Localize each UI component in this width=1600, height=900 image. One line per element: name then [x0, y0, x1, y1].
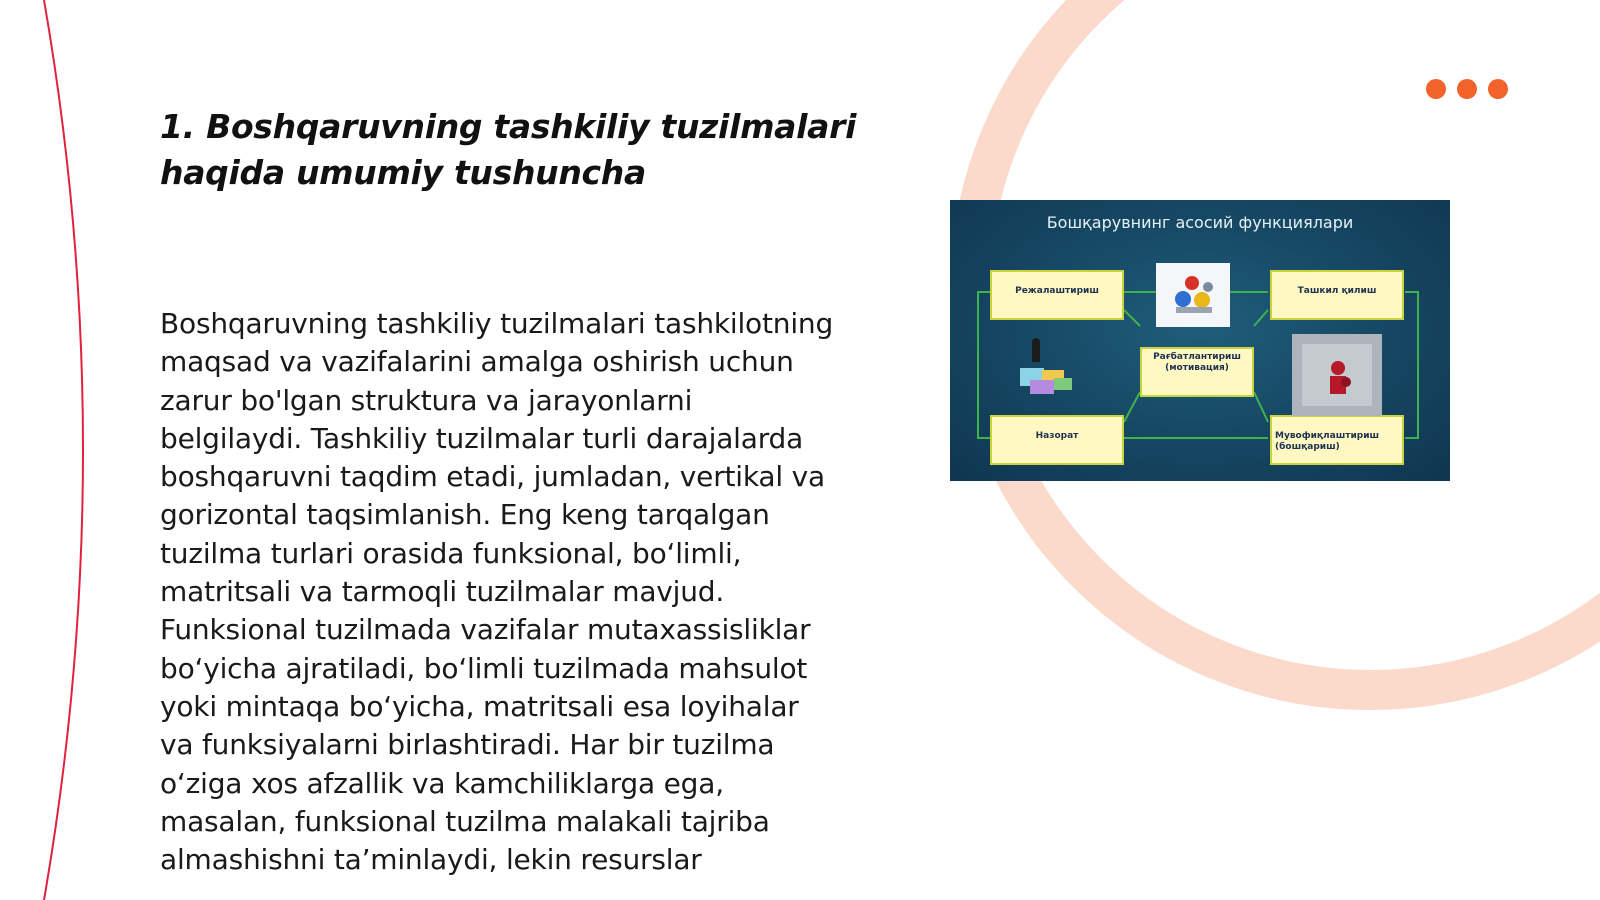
- orange-dot: [1457, 79, 1477, 99]
- slide-title: 1. Boshqaruvning tashkiliy tuzilmalari haqida umumiy tushuncha: [160, 107, 857, 192]
- control-box: Назорат: [990, 415, 1124, 465]
- organizing-box: Ташкил қилиш: [1270, 270, 1404, 320]
- management-functions-picture: [950, 200, 1450, 481]
- team-figures-thumbnail: [1156, 263, 1230, 327]
- decorative-dots: [1426, 79, 1508, 99]
- slide-body-text: Boshqaruvning tashkiliy tuzilmalari tashkilotning maqsad va vazifalarini amalga oshirish uchun zarur bo'lgan struktura va jarayonlarni belgilaydi. Tashkiliy tuzilmalar turli darajalarda boshqaruvni taqdim etadi, jumladan, vertikal va gorizontal taqsimlanish. Eng keng tarqalgan tuzilma turlari orasida funksional, bo‘limli, matritsali va tarmoqli tuzilmalar mavjud. Funksional tuzilmada vazifalar mutaxassisliklar bo‘yicha ajratiladi, bo‘limli tuzilmada mahsulot yoki mintaqa bo‘yicha, matritsali esa loyihalar va funksiyalarni birlashtiradi. Har bir tuzilma o‘ziga xos afzallik va kamchiliklarga ega, masalan, funksional tuzilma malakali tajriba almashishni ta’minlaydi, lekin resurslar: [160, 307, 834, 877]
- planning-box: Режалаштириш: [990, 270, 1124, 320]
- coordination-box: Мувофиқлаштириш (бошқариш): [1270, 415, 1404, 465]
- figure-with-puzzle-thumbnail: [1292, 334, 1382, 416]
- picture-title: Бошқарувнинг асосий функциялари: [1046, 213, 1354, 232]
- orange-dot: [1488, 79, 1508, 99]
- motivation-box: Рағбатлантириш (мотивация): [1140, 347, 1254, 397]
- decorative-red-left-line: [44, 0, 83, 900]
- orange-dot: [1426, 79, 1446, 99]
- puzzle-figure-icon: [1014, 338, 1082, 400]
